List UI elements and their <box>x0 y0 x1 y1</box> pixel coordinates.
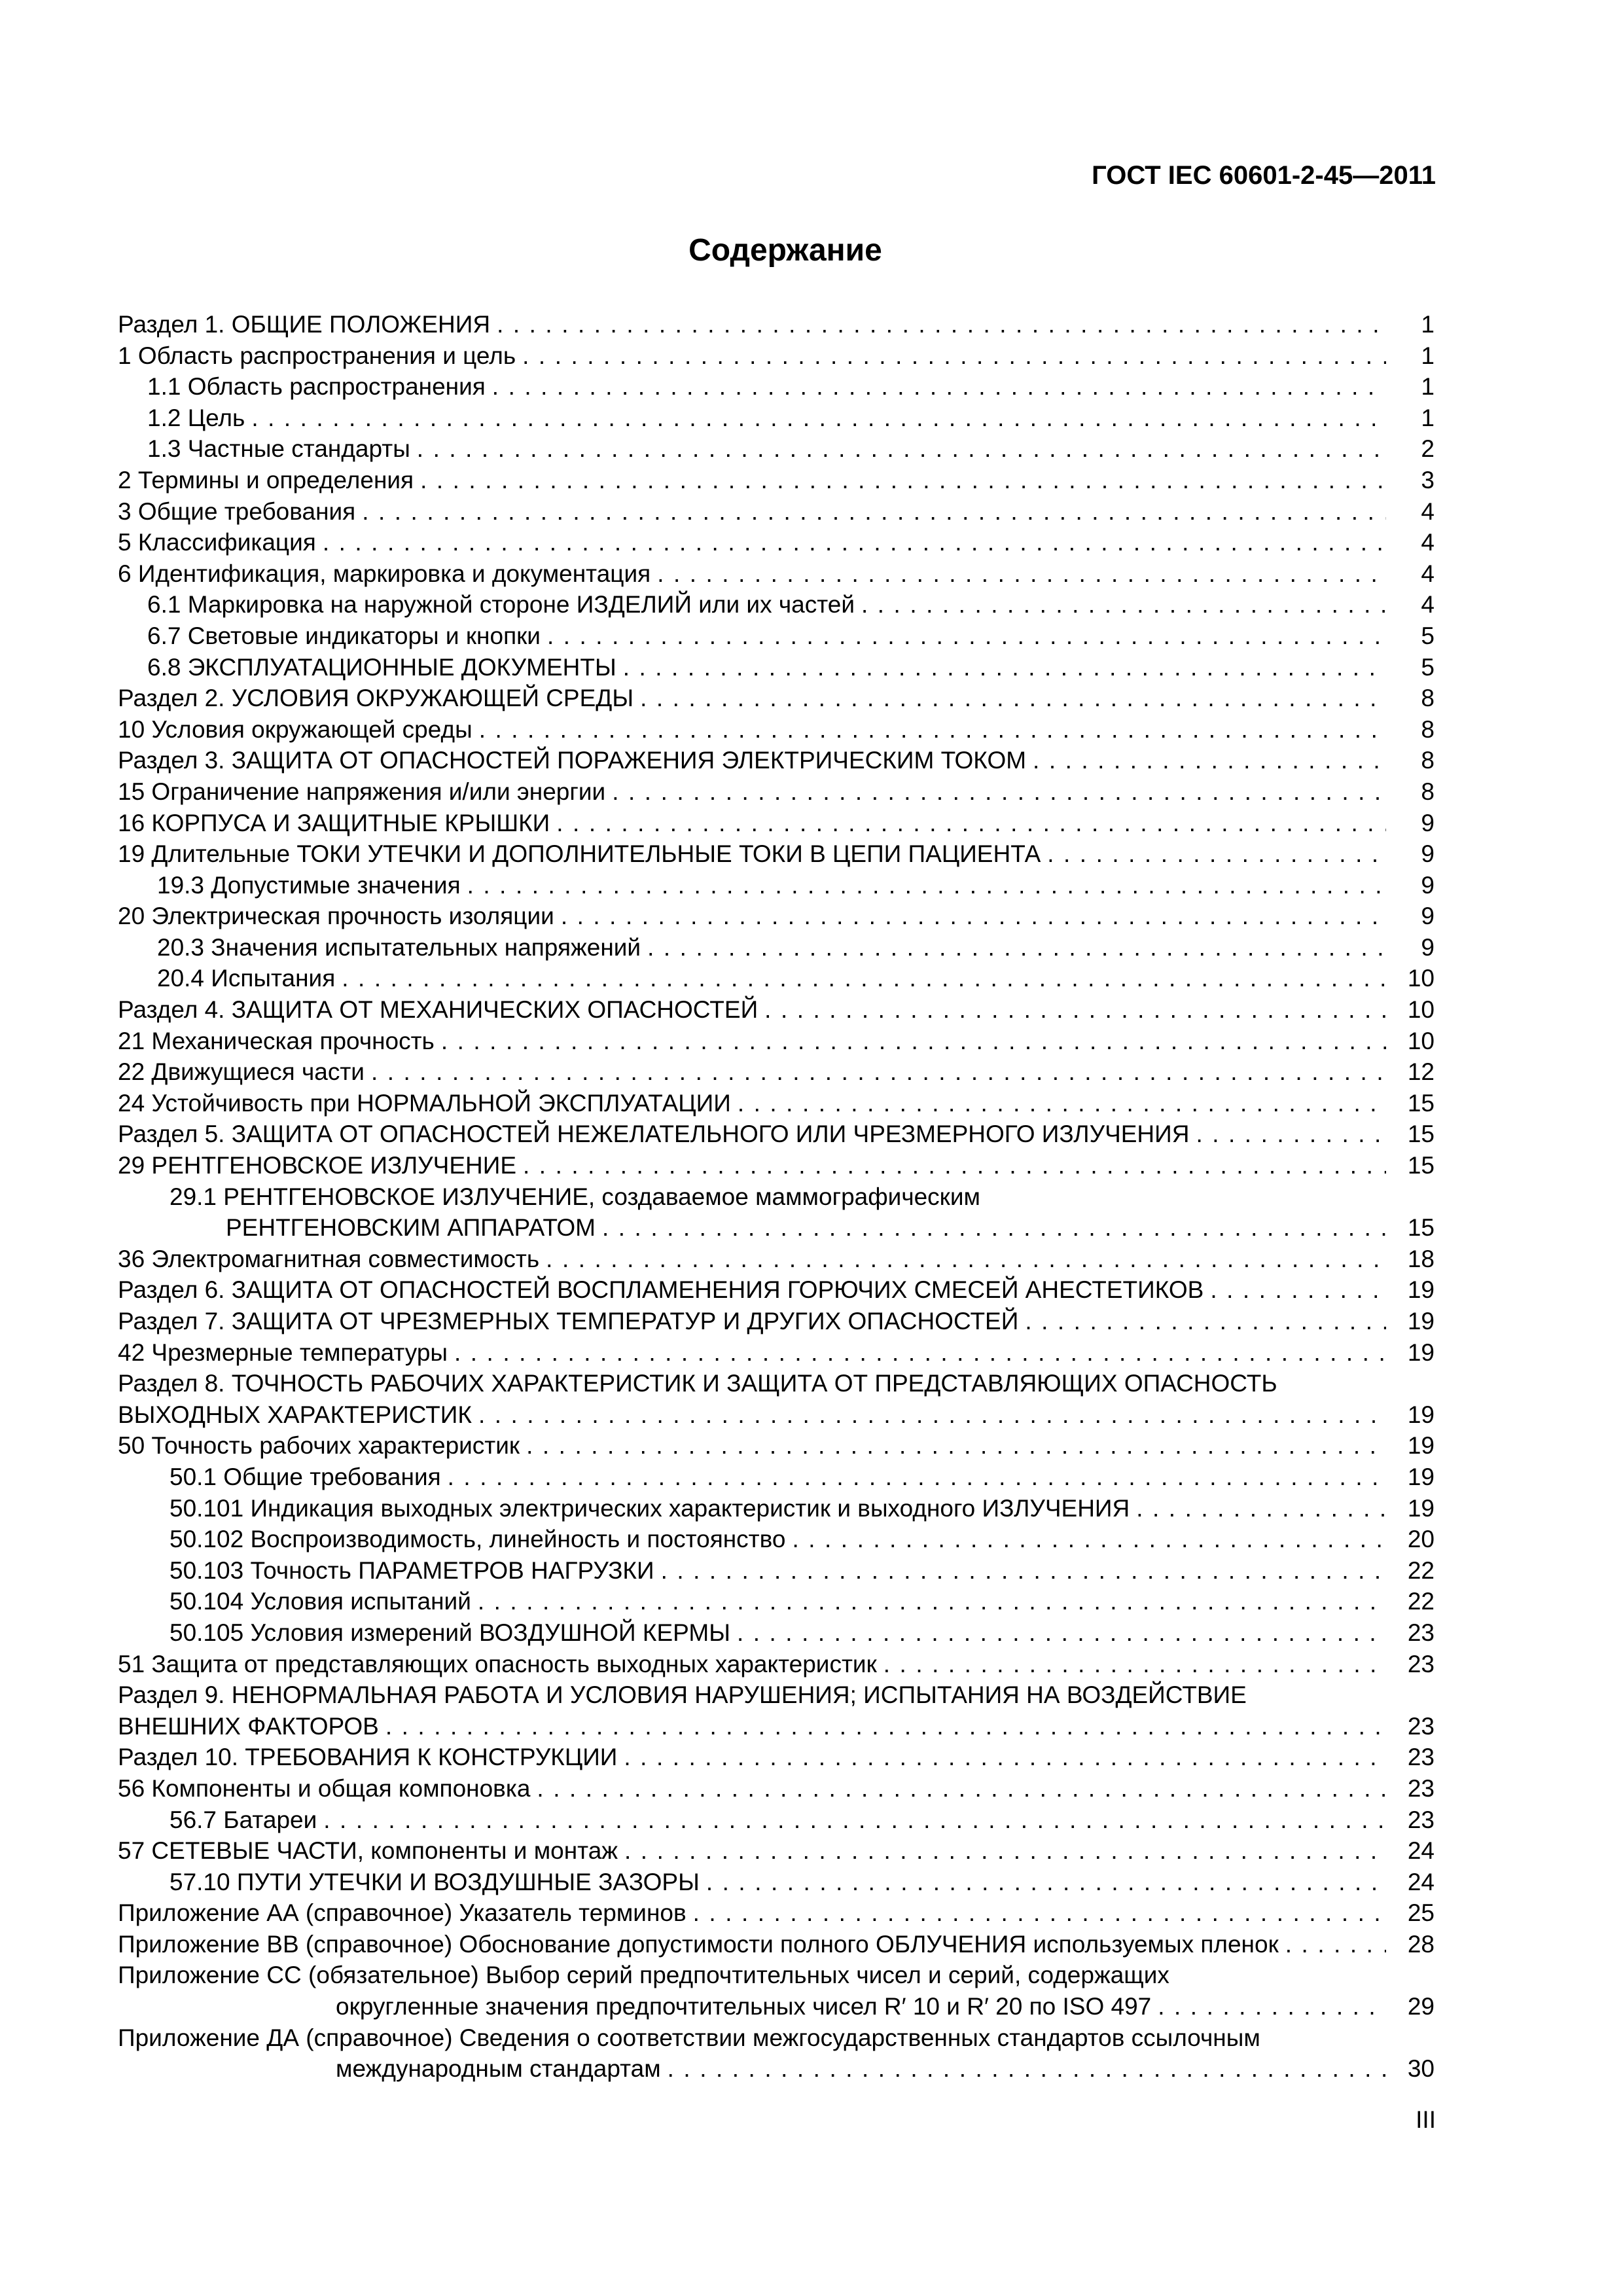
toc-entry-title: Раздел 9. НЕНОРМАЛЬНАЯ РАБОТА И УСЛОВИЯ НАРУШЕНИЯ; ИСПЫТАНИЯ НА ВОЗДЕЙСТВИЕ <box>118 1681 1247 1709</box>
dot-leader <box>454 1337 1386 1369</box>
toc-page-number: 24 <box>1407 1837 1435 1865</box>
toc-page-number: 22 <box>1407 1588 1435 1615</box>
toc-entry[interactable] <box>118 1337 1435 1369</box>
toc-page-number: 24 <box>1407 1868 1435 1895</box>
toc-page-number: 1 <box>1421 342 1435 369</box>
toc-entry-title: 29.1 РЕНТГЕНОВСКОЕ ИЗЛУЧЕНИЕ, создаваемое маммографическим <box>169 1183 980 1210</box>
toc-entry-title: 50 Точность рабочих характеристик <box>118 1432 520 1460</box>
dot-leader <box>478 1586 1386 1617</box>
toc-page-number: 23 <box>1407 1744 1435 1771</box>
toc-entry-title: 1.1 Область распространения <box>147 373 486 401</box>
toc-entry-title: Раздел 5. ЗАЩИТА ОТ ОПАСНОСТЕЙ НЕЖЕЛАТЕЛЬНОГО ИЛИ ЧРЕЗМЕРНОГО ИЗЛУЧЕНИЯ <box>118 1121 1190 1148</box>
toc-page-number: 9 <box>1421 933 1435 961</box>
toc-entry-title: Раздел 1. ОБЩИЕ ПОЛОЖЕНИЯ <box>118 311 491 338</box>
toc-page-number: 10 <box>1407 996 1435 1024</box>
toc-entry[interactable] <box>118 496 1435 528</box>
page-title: Содержание <box>688 233 882 268</box>
dot-leader <box>1033 745 1386 776</box>
toc-entry-title: Раздел 2. УСЛОВИЯ ОКРУЖАЮЩЕЙ СРЕДЫ <box>118 685 634 712</box>
toc-entry[interactable] <box>118 1274 1435 1306</box>
toc-page-number: 8 <box>1421 685 1435 712</box>
toc-page-number: 8 <box>1421 778 1435 805</box>
dot-leader <box>612 776 1386 808</box>
toc-entry[interactable] <box>118 620 1435 652</box>
toc-entry-title: Приложение АА (справочное) Указатель терминов <box>118 1899 687 1927</box>
toc-entry-title: международным стандартам <box>336 2055 661 2083</box>
toc-page-number: 20 <box>1407 1526 1435 1553</box>
dot-leader <box>693 1897 1386 1929</box>
toc-page-number: 8 <box>1421 715 1435 743</box>
toc-entry-title: 1.2 Цель <box>147 404 245 431</box>
toc-entry[interactable] <box>118 465 1435 496</box>
toc-entry[interactable] <box>118 683 1435 714</box>
dot-leader <box>497 309 1386 340</box>
toc-entry-title: 50.1 Общие требования <box>169 1463 441 1490</box>
toc-entry-title: РЕНТГЕНОВСКИМ АППАРАТОМ <box>226 1214 596 1242</box>
toc-page-number: 19 <box>1407 1432 1435 1460</box>
table-of-contents <box>118 309 1435 2085</box>
toc-entry[interactable] <box>118 1835 1435 1867</box>
toc-entry[interactable] <box>118 1960 1435 2022</box>
toc-entry-title: 50.105 Условия измерений ВОЗДУШНОЙ КЕРМЫ <box>169 1619 730 1646</box>
toc-entry[interactable] <box>118 1368 1435 1430</box>
dot-leader <box>1196 1119 1386 1150</box>
toc-page-number: 19 <box>1407 1338 1435 1366</box>
dot-leader <box>1136 1493 1386 1524</box>
toc-page-number: 4 <box>1421 497 1435 525</box>
dot-leader <box>323 1804 1386 1836</box>
toc-entry-title: ВНЕШНИХ ФАКТОРОВ <box>118 1712 379 1740</box>
toc-entry[interactable] <box>118 776 1435 808</box>
dot-leader <box>561 901 1386 932</box>
toc-entry-title: Приложение ДА (справочное) Сведения о соответствии межгосударственных стандартов ссылочным <box>118 2024 1260 2051</box>
dot-leader <box>640 683 1386 714</box>
toc-entry[interactable] <box>118 1804 1435 1836</box>
toc-entry-title: 22 Движущиеся части <box>118 1058 365 1086</box>
toc-entry-title: ВЫХОДНЫХ ХАРАКТЕРИСТИК <box>118 1401 472 1428</box>
toc-page-number: 25 <box>1407 1899 1435 1927</box>
toc-entry-title: Раздел 8. ТОЧНОСТЬ РАБОЧИХ ХАРАКТЕРИСТИК И ЗАЩИТА ОТ ПРЕДСТАВЛЯЮЩИХ ОПАСНОСТЬ <box>118 1370 1277 1397</box>
dot-leader <box>657 558 1386 590</box>
toc-entry[interactable] <box>118 1493 1435 1524</box>
dot-leader <box>251 403 1386 434</box>
dot-leader <box>420 465 1386 496</box>
toc-entry-title: 5 Классификация <box>118 529 316 556</box>
dot-leader <box>668 2053 1386 2085</box>
page-number: III <box>1416 2106 1436 2133</box>
toc-page-number: 23 <box>1407 1619 1435 1646</box>
toc-entry-title: 50.103 Точность ПАРАМЕТРОВ НАГРУЗКИ <box>169 1556 654 1584</box>
toc-entry-title: 36 Электромагнитная совместимость <box>118 1245 540 1272</box>
dot-leader <box>448 1462 1386 1493</box>
toc-entry-title: 51 Защита от представляющих опасность выходных характеристик <box>118 1650 877 1677</box>
toc-page-number: 15 <box>1407 1214 1435 1242</box>
toc-page-number: 30 <box>1407 2055 1435 2083</box>
toc-entry-title: 57.10 ПУТИ УТЕЧКИ И ВОЗДУШНЫЕ ЗАЗОРЫ <box>169 1868 700 1895</box>
toc-entry[interactable] <box>118 1586 1435 1617</box>
toc-page-number: 4 <box>1421 529 1435 556</box>
toc-entry-title: 19 Длительные ТОКИ УТЕЧКИ И ДОПОЛНИТЕЛЬНЫЕ ТОКИ В ЦЕПИ ПАЦИЕНТА <box>118 840 1041 868</box>
toc-page-number: 23 <box>1407 1774 1435 1802</box>
dot-leader <box>385 1711 1386 1742</box>
toc-entry-title: 19.3 Допустимые значения <box>157 871 461 899</box>
toc-page-number: 9 <box>1421 840 1435 868</box>
toc-entry[interactable] <box>118 838 1435 870</box>
toc-entry[interactable] <box>118 371 1435 403</box>
toc-entry[interactable] <box>118 309 1435 340</box>
dot-leader <box>883 1649 1386 1680</box>
toc-entry-title: 56.7 Батареи <box>169 1806 317 1833</box>
toc-entry[interactable] <box>118 1867 1435 1898</box>
toc-entry-title: 16 КОРПУСА И ЗАЩИТНЫЕ КРЫШКИ <box>118 809 550 836</box>
toc-page-number: 19 <box>1407 1463 1435 1490</box>
document-header: ГОСТ IEC 60601-2-45—2011 <box>1092 161 1436 190</box>
toc-entry[interactable] <box>118 1056 1435 1088</box>
toc-entry-title: Приложение СС (обязательное) Выбор серий предпочтительных чисел и серий, содержащих <box>118 1962 1169 1989</box>
toc-page-number: 15 <box>1407 1121 1435 1148</box>
toc-page-number: 12 <box>1407 1058 1435 1086</box>
dot-leader <box>526 1430 1386 1462</box>
toc-entry[interactable] <box>118 433 1435 465</box>
dot-leader <box>547 620 1386 652</box>
toc-entry-title: Раздел 3. ЗАЩИТА ОТ ОПАСНОСТЕЙ ПОРАЖЕНИЯ ЭЛЕКТРИЧЕСКИМ ТОКОМ <box>118 747 1027 774</box>
toc-page-number: 9 <box>1421 871 1435 899</box>
toc-entry[interactable] <box>118 2022 1435 2085</box>
toc-page-number: 4 <box>1421 591 1435 619</box>
toc-entry[interactable] <box>118 1679 1435 1742</box>
dot-leader <box>441 1026 1386 1057</box>
toc-entry-title: 6.8 ЭКСПЛУАТАЦИОННЫЕ ДОКУМЕНТЫ <box>147 653 616 681</box>
toc-entry[interactable] <box>118 652 1435 683</box>
toc-entry[interactable] <box>118 932 1435 963</box>
toc-entry[interactable] <box>118 403 1435 434</box>
toc-page-number: 28 <box>1407 1930 1435 1958</box>
dot-leader <box>467 870 1386 901</box>
toc-entry-title: 42 Чрезмерные температуры <box>118 1338 448 1366</box>
toc-page-number: 19 <box>1407 1276 1435 1304</box>
toc-entry[interactable] <box>118 1773 1435 1804</box>
toc-page-number: 15 <box>1407 1152 1435 1179</box>
toc-entry[interactable] <box>118 745 1435 776</box>
dot-leader <box>537 1773 1386 1804</box>
dot-leader <box>522 340 1386 372</box>
toc-entry-title: 15 Ограничение напряжения и/или энергии <box>118 778 606 805</box>
dot-leader <box>624 1742 1386 1773</box>
dot-leader <box>492 371 1386 403</box>
dot-leader <box>661 1555 1386 1587</box>
toc-entry-title: 20 Электрическая прочность изоляции <box>118 903 554 930</box>
toc-page-number: 4 <box>1421 560 1435 587</box>
dot-leader <box>1158 1991 1386 2022</box>
toc-entry[interactable] <box>118 1462 1435 1493</box>
toc-page-number: 19 <box>1407 1308 1435 1335</box>
toc-page-number: 23 <box>1407 1650 1435 1677</box>
toc-entry[interactable] <box>118 527 1435 558</box>
toc-entry[interactable] <box>118 1088 1435 1119</box>
dot-leader <box>371 1056 1386 1088</box>
toc-entry-title: 50.104 Условия испытаний <box>169 1588 471 1615</box>
toc-page-number: 19 <box>1407 1401 1435 1428</box>
toc-entry-title: округленные значения предпочтительных чисел R′ 10 и R′ 20 по ISO 497 <box>336 1993 1152 2020</box>
dot-leader <box>738 1088 1386 1119</box>
dot-leader <box>546 1244 1386 1275</box>
toc-entry-title: 29 РЕНТГЕНОВСКОЕ ИЗЛУЧЕНИЕ <box>118 1152 517 1179</box>
toc-entry[interactable] <box>118 1026 1435 1057</box>
toc-entry-title: 1 Область распространения и цель <box>118 342 516 369</box>
dot-leader <box>792 1524 1386 1555</box>
toc-entry-title: 57 СЕТЕВЫЕ ЧАСТИ, компоненты и монтаж <box>118 1837 618 1865</box>
dot-leader <box>1210 1274 1386 1306</box>
toc-entry-title: 50.102 Воспроизводимость, линейность и постоянство <box>169 1526 786 1553</box>
toc-entry[interactable] <box>118 714 1435 745</box>
toc-entry-title: 50.101 Индикация выходных электрических характеристик и выходного ИЗЛУЧЕНИЯ <box>169 1494 1130 1522</box>
toc-entry-title: Раздел 7. ЗАЩИТА ОТ ЧРЕЗМЕРНЫХ ТЕМПЕРАТУР И ДРУГИХ ОПАСНОСТЕЙ <box>118 1308 1019 1335</box>
toc-page-number: 8 <box>1421 747 1435 774</box>
toc-entry-title: 3 Общие требования <box>118 497 356 525</box>
toc-entry[interactable] <box>118 1742 1435 1773</box>
toc-entry-title: Раздел 4. ЗАЩИТА ОТ МЕХАНИЧЕСКИХ ОПАСНОСТЕЙ <box>118 996 758 1024</box>
toc-entry-title: 21 Механическая прочность <box>118 1027 435 1054</box>
toc-entry[interactable] <box>118 1150 1435 1181</box>
toc-entry[interactable] <box>118 1649 1435 1680</box>
dot-leader <box>602 1212 1386 1244</box>
toc-page-number: 19 <box>1407 1494 1435 1522</box>
dot-leader <box>623 652 1386 683</box>
toc-entry[interactable] <box>118 1897 1435 1929</box>
dot-leader <box>737 1617 1386 1649</box>
toc-page-number: 3 <box>1421 466 1435 493</box>
toc-entry[interactable] <box>118 1119 1435 1150</box>
toc-entry[interactable] <box>118 1617 1435 1649</box>
toc-entry[interactable] <box>118 1555 1435 1587</box>
toc-page-number: 10 <box>1407 1027 1435 1054</box>
toc-entry-title: 6.7 Световые индикаторы и кнопки <box>147 622 541 649</box>
dot-leader <box>1047 838 1386 870</box>
toc-entry-title: 6.1 Маркировка на наружной стороне ИЗДЕЛИЙ или их частей <box>147 591 855 619</box>
dot-leader <box>556 808 1386 839</box>
toc-entry[interactable] <box>118 1244 1435 1275</box>
toc-entry[interactable] <box>118 901 1435 932</box>
toc-page-number: 29 <box>1407 1993 1435 2020</box>
toc-page-number: 23 <box>1407 1712 1435 1740</box>
toc-entry[interactable] <box>118 589 1435 620</box>
toc-page-number: 22 <box>1407 1556 1435 1584</box>
dot-leader <box>479 714 1386 745</box>
dot-leader <box>342 963 1386 994</box>
dot-leader <box>861 589 1386 620</box>
toc-page-number: 1 <box>1421 404 1435 431</box>
toc-entry[interactable] <box>118 1306 1435 1337</box>
toc-entry[interactable] <box>118 808 1435 839</box>
toc-page-number: 9 <box>1421 809 1435 836</box>
toc-page-number: 5 <box>1421 622 1435 649</box>
toc-page-number: 15 <box>1407 1089 1435 1117</box>
toc-entry[interactable] <box>118 1181 1435 1244</box>
toc-page-number: 1 <box>1421 373 1435 401</box>
toc-entry-title: Раздел 10. ТРЕБОВАНИЯ К КОНСТРУКЦИИ <box>118 1744 618 1771</box>
dot-leader <box>624 1835 1386 1867</box>
toc-entry-title: Приложение ВВ (справочное) Обоснование допустимости полного ОБЛУЧЕНИЯ используемых пленок <box>118 1930 1279 1958</box>
dot-leader <box>647 932 1386 963</box>
toc-page-number: 23 <box>1407 1806 1435 1833</box>
toc-entry-title: Раздел 6. ЗАЩИТА ОТ ОПАСНОСТЕЙ ВОСПЛАМЕНЕНИЯ ГОРЮЧИХ СМЕСЕЙ АНЕСТЕТИКОВ <box>118 1276 1204 1304</box>
toc-entry-title: 20.4 Испытания <box>157 965 336 992</box>
toc-page-number: 10 <box>1407 965 1435 992</box>
toc-entry[interactable] <box>118 994 1435 1026</box>
dot-leader <box>1285 1929 1386 1960</box>
toc-page-number: 1 <box>1421 311 1435 338</box>
toc-entry[interactable] <box>118 1430 1435 1462</box>
toc-entry-title: 20.3 Значения испытательных напряжений <box>157 933 641 961</box>
toc-entry-title: 1.3 Частные стандарты <box>147 435 410 463</box>
dot-leader <box>323 527 1386 558</box>
dot-leader <box>417 433 1386 465</box>
toc-page-number: 5 <box>1421 653 1435 681</box>
toc-entry[interactable] <box>118 963 1435 994</box>
toc-entry[interactable] <box>118 340 1435 372</box>
toc-entry-title: 56 Компоненты и общая компоновка <box>118 1774 531 1802</box>
dot-leader <box>1025 1306 1386 1337</box>
dot-leader <box>523 1150 1386 1181</box>
toc-entry[interactable] <box>118 558 1435 590</box>
toc-entry-title: 10 Условия окружающей среды <box>118 715 473 743</box>
toc-entry[interactable] <box>118 1524 1435 1555</box>
toc-page-number: 2 <box>1421 435 1435 463</box>
toc-entry-title: 2 Термины и определения <box>118 466 414 493</box>
dot-leader <box>362 496 1386 528</box>
toc-page-number: 18 <box>1407 1245 1435 1272</box>
toc-page-number: 9 <box>1421 903 1435 930</box>
dot-leader <box>764 994 1386 1026</box>
dot-leader <box>478 1399 1386 1431</box>
toc-entry-title: 24 Устойчивость при НОРМАЛЬНОЙ ЭКСПЛУАТАЦИИ <box>118 1089 731 1117</box>
toc-entry[interactable] <box>118 870 1435 901</box>
toc-entry-title: 6 Идентификация, маркировка и документация <box>118 560 651 587</box>
toc-entry[interactable] <box>118 1929 1435 1960</box>
dot-leader <box>706 1867 1386 1898</box>
